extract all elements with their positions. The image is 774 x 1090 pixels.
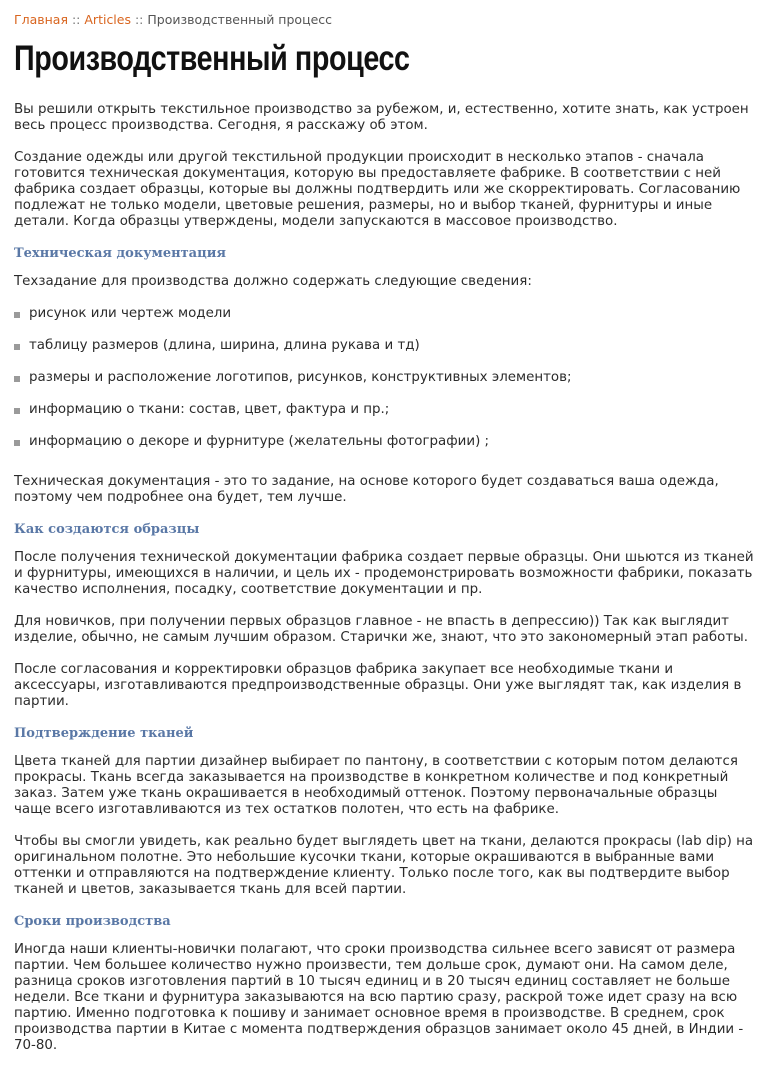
intro-paragraph: Вы решили открыть текстильное производство за рубежом, и, естественно, хотите знать, как устроен весь процесс производства. Сегодня, я расскажу об этом. (14, 102, 749, 133)
tech-doc-summary: Техническая документация - это то задание, на основе которого будет создаваться ваша одежда, поэтому чем подробнее она будет, тем лучше. (14, 474, 719, 505)
breadcrumb (14, 12, 756, 28)
samples-paragraph: После получения технической документации фабрика создает первые образцы. Они шьются из тканей и фурнитуры, имеющихся в наличии, и цель их - продемонстрировать возможности фабрики, показать качество исполнения, посадку, соответствие документации и пр. (14, 550, 754, 597)
list-item: информацию о декоре и фурнитуре (желательны фотографии) ; (14, 434, 756, 450)
tech-doc-list (14, 306, 756, 450)
fabrics-paragraph: Цвета тканей для партии дизайнер выбирает по пантону, в соответствии с которым потом делаются прокрасы. Ткань всегда заказывается на производстве в конкретном количестве и под конкретный заказ. Затем уже ткань окрашивается в необходимый оттенок. Поэтому первоначальные образцы чаще всего изготавливаются из тех остатков полотен, что есть на фабрике. (14, 754, 738, 817)
breadcrumb-articles-link[interactable]: Articles (84, 12, 131, 27)
list-item: размеры и расположение логотипов, рисунков, конструктивных элементов; (14, 370, 756, 386)
tech-doc-lead: Техзадание для производства должно содержать следующие сведения: (14, 274, 532, 289)
intro-paragraph: Создание одежды или другой текстильной продукции происходит в несколько этапов - сначала готовится техническая документация, которую вы предоставляете фабрике. В соответствии с ней фабрика создает образцы, которые вы должны подтвердить или же скорректировать. Согласованию подлежат не только модели, цветовые решения, размеры, но и выбор тканей, фурнитуры и иные детали. Когда образцы утверждены, модели запускаются в массовое производство. (14, 150, 741, 229)
section-heading-timing: Сроки производства (14, 914, 171, 929)
breadcrumb-home-link[interactable]: Главная (14, 12, 68, 27)
breadcrumb-separator: :: (68, 12, 85, 27)
breadcrumb-current: Производственный процесс (147, 12, 333, 27)
list-item: информацию о ткани: состав, цвет, фактура и пр.; (14, 402, 756, 418)
samples-paragraph: Для новичков, при получении первых образцов главное - не впасть в депрессию)) Так как выглядит изделие, обычно, не самым лучшим образом. Старички же, знают, что это закономерный этап работы. (14, 614, 748, 645)
breadcrumb-separator: :: (131, 12, 148, 27)
section-heading-samples: Как создаются образцы (14, 522, 200, 537)
list-item: рисунок или чертеж модели (14, 306, 756, 322)
list-item: таблицу размеров (длина, ширина, длина рукава и тд) (14, 338, 756, 354)
section-heading-tech-doc: Техническая документация (14, 246, 226, 261)
page-title: Производственный процесс (14, 39, 410, 78)
section-heading-fabrics: Подтверждение тканей (14, 726, 194, 741)
samples-paragraph: После согласования и корректировки образцов фабрика закупает все необходимые ткани и аксессуары, изготавливаются предпроизводственные образцы. Они уже выглядят так, как изделия в партии. (14, 662, 742, 709)
timing-paragraph: Иногда наши клиенты-новички полагают, что сроки производства сильнее всего зависят от размера партии. Чем большее количество нужно произвести, тем дольше срок, думают они. На самом деле, разница сроков изготовления партий в 10 тысяч единиц и в 20 тысяч единиц составляет не больше недели. Все ткани и фурнитура заказываются на всю партию сразу, раскрой тоже идет сразу на всю партию. Именно подготовка к пошиву и занимает основное время в производстве. В среднем, срок производства партии в Китае с момента подтверждения образцов занимает около 45 дней, в Индии - 70-80. (14, 942, 744, 1053)
fabrics-paragraph: Чтобы вы смогли увидеть, как реально будет выглядеть цвет на ткани, делаются прокрасы (lab dip) на оригинальном полотне. Это небольшие кусочки ткани, которые окрашиваются в выбранные вами оттенки и отправляются на подтверждение клиенту. Только после того, как вы подтвердите выбор тканей и цветов, заказывается ткань для всей партии. (14, 834, 754, 897)
